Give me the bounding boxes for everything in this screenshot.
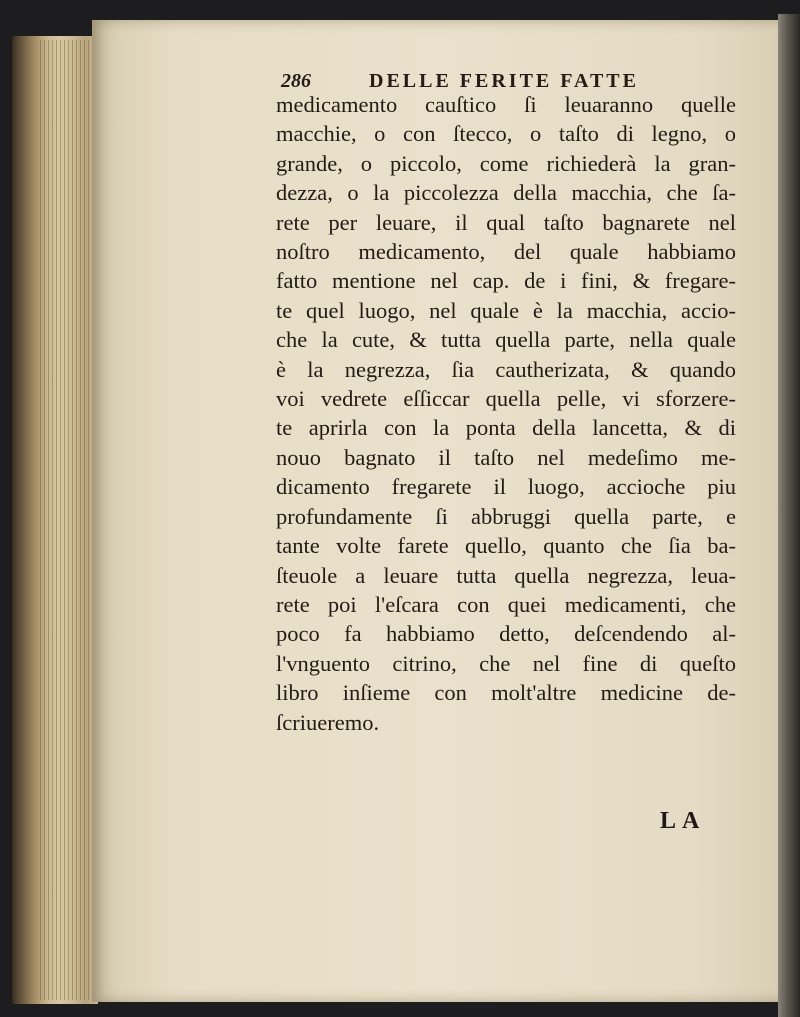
running-head: DELLE FERITE FATTE <box>369 70 639 92</box>
text-line: medicamento cauſtico ſi leuaranno quelle <box>276 92 736 117</box>
page-stack-edges <box>40 40 95 1000</box>
text-line: te aprirla con la ponta della lancetta, & di <box>276 415 736 441</box>
text-line: poco fa habbiamo detto, deſcendendo al- <box>276 621 736 647</box>
text-line: rete poi l'eſcara con quei medicamenti, che <box>276 591 736 617</box>
text-line: rete per leuare, il qual taſto bagnarete nel <box>276 209 736 235</box>
text-line: noſtro medicamento, del quale habbiamo <box>276 239 736 265</box>
text-line: voi vedrete eſſiccar quella pelle, vi sforzere- <box>276 386 736 412</box>
text-line: ſcriueremo. <box>276 709 380 735</box>
body-text <box>276 90 736 737</box>
text-line: nouo bagnato il taſto nel medeſimo me- <box>276 444 736 470</box>
text-line: dezza, o la piccolezza della macchia, che ſa- <box>276 180 736 206</box>
text-line: che la cute, & tutta quella parte, nella quale <box>276 327 736 353</box>
page-right-shadow <box>778 14 800 1017</box>
catchword: LA <box>660 808 706 834</box>
text-line: macchie, o con ſtecco, o taſto di legno, o <box>276 121 736 147</box>
text-line: libro inſieme con molt'altre medicine de- <box>276 680 736 706</box>
text-line: grande, o piccolo, come richiederà la gran- <box>276 150 736 176</box>
text-line: profundamente ſi abbruggi quella parte, e <box>276 503 736 529</box>
text-line: dicamento fregarete il luogo, accioche piu <box>276 474 736 500</box>
text-line: ſteuole a leuare tutta quella negrezza, leua- <box>276 562 736 588</box>
text-line: l'vnguento citrino, che nel fine di queſto <box>276 650 736 676</box>
text-line: tante volte farete quello, quanto che ſia ba- <box>276 533 736 559</box>
text-line: fatto mentione nel cap. de i fini, & fregare- <box>276 268 736 294</box>
text-line: te quel luogo, nel quale è la macchia, accio- <box>276 297 736 323</box>
text-line: è la negrezza, ſia cautherizata, & quando <box>276 356 736 382</box>
page-number: 286 <box>281 70 311 92</box>
